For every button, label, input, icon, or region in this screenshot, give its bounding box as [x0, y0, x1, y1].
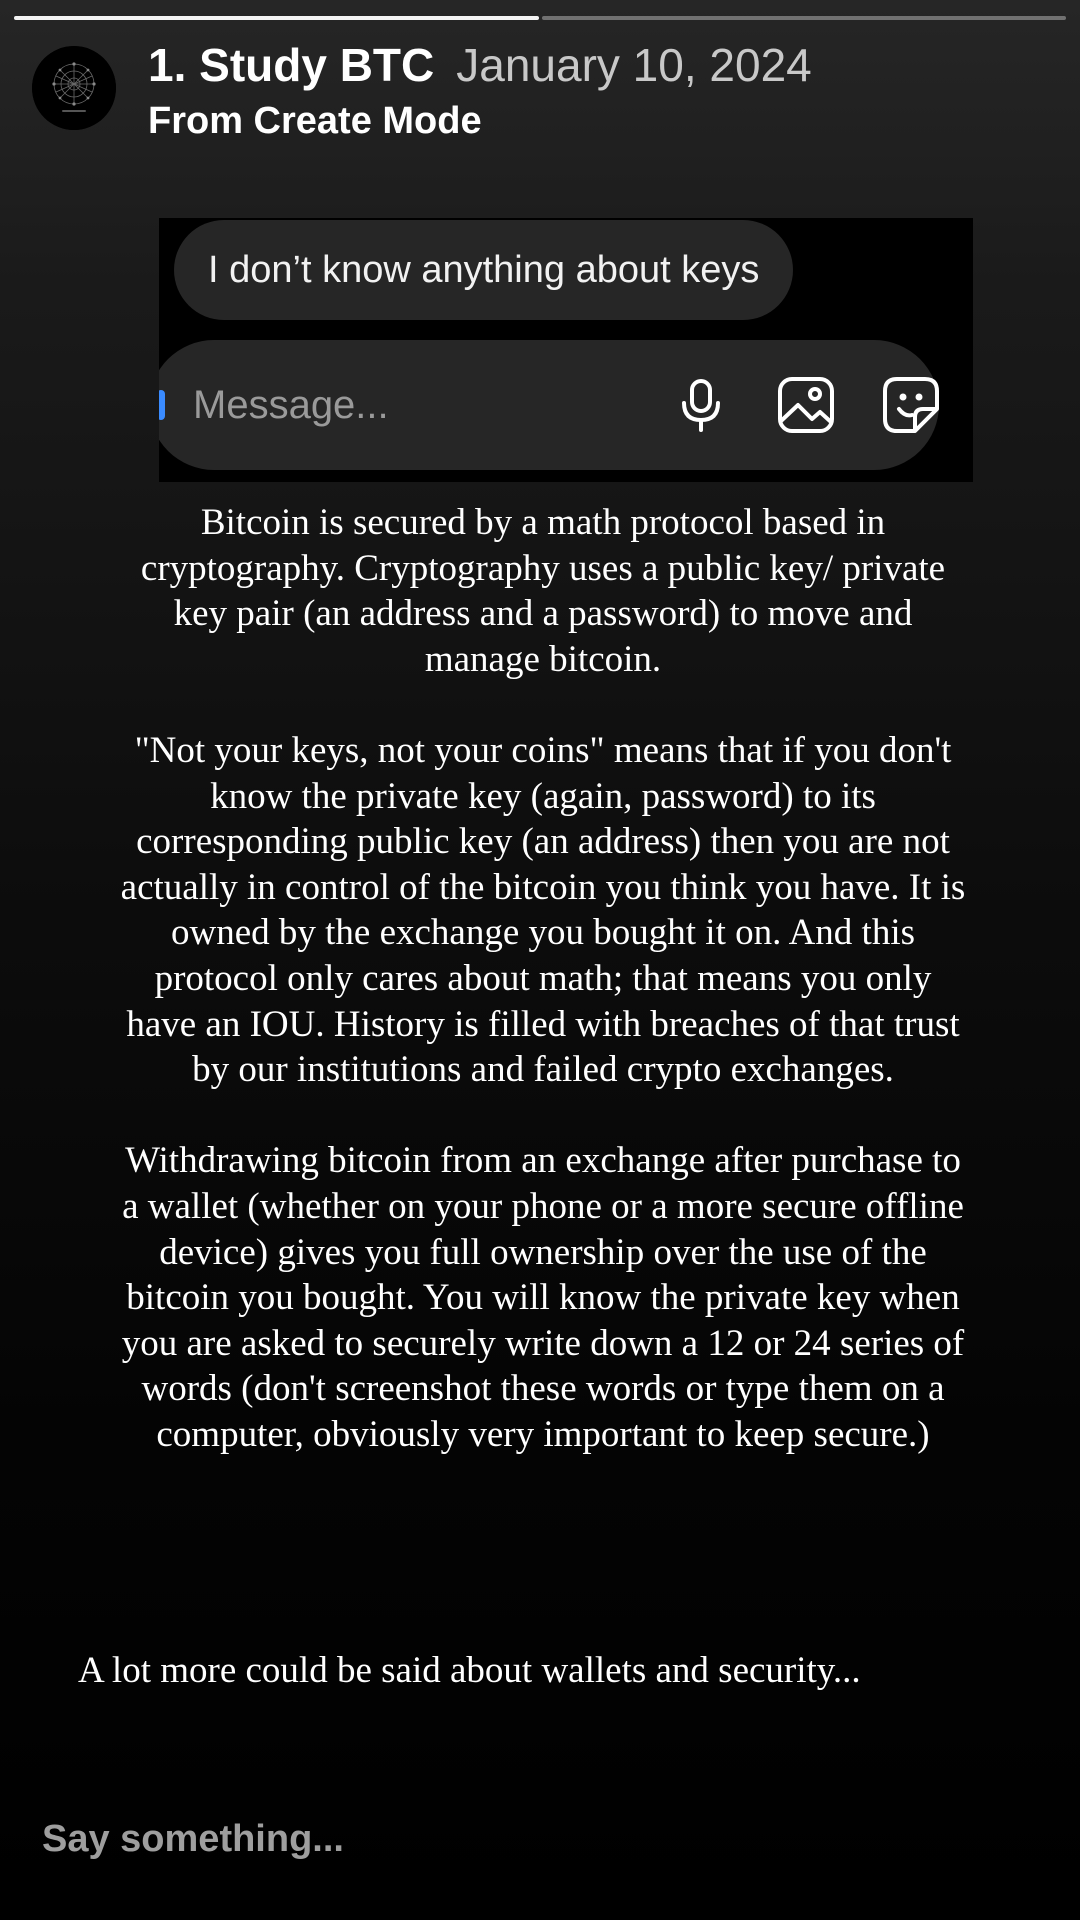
progress-segment-1: [14, 16, 539, 20]
caption-closing-line: A lot more could be said about wallets and security...: [78, 1650, 861, 1691]
image-icon: [776, 375, 836, 435]
reply-input[interactable]: Say something...: [42, 1818, 344, 1860]
chat-bubble: I don’t know anything about keys: [174, 220, 793, 320]
story-date: January 10, 2024: [456, 39, 812, 91]
avatar[interactable]: [32, 46, 116, 130]
story-title-row: [148, 36, 812, 94]
story-progress-bar: [14, 16, 1066, 20]
message-placeholder: Message...: [193, 382, 389, 427]
progress-segment-2: [542, 16, 1067, 20]
sticker-icon: [881, 375, 941, 435]
embedded-screenshot: [159, 218, 973, 482]
story-caption: [118, 500, 968, 1503]
story-title[interactable]: 1. Study BTC: [148, 39, 435, 91]
story-header: [32, 36, 1048, 146]
caption-paragraph-3: Withdrawing bitcoin from an exchange after purchase to a wallet (whether on your phone or a more secure offline device) gives you full ownership over the use of the bitcoin you bought. You will know the private key when you are asked to securely write down a 12 or 24 series of words (don't screenshot these words or type them on a computer, obviously very important to keep secure.): [121, 1140, 965, 1455]
bitcoin-logo-icon: [32, 46, 116, 130]
caption-paragraph-2: "Not your keys, not your coins" means that if you don't know the private key (again, password) to its corresponding public key (an address) then you are not actually in control of the bitcoin you think you have. It is owned by the exchange you bought it on. And this protocol only cares about math; that means you only have an IOU. History is filled with breaches of that trust by our institutions and failed crypto exchanges.: [120, 729, 966, 1091]
microphone-icon: [671, 375, 731, 435]
message-bar: [159, 340, 939, 470]
camera-button-edge: [159, 390, 165, 420]
story-subtitle: From Create Mode: [148, 100, 482, 142]
caption-paragraph-1: Bitcoin is secured by a math protocol based in cryptography. Cryptography uses a public key/ private key pair (an address and a password) to move and manage bitcoin.: [140, 502, 946, 680]
